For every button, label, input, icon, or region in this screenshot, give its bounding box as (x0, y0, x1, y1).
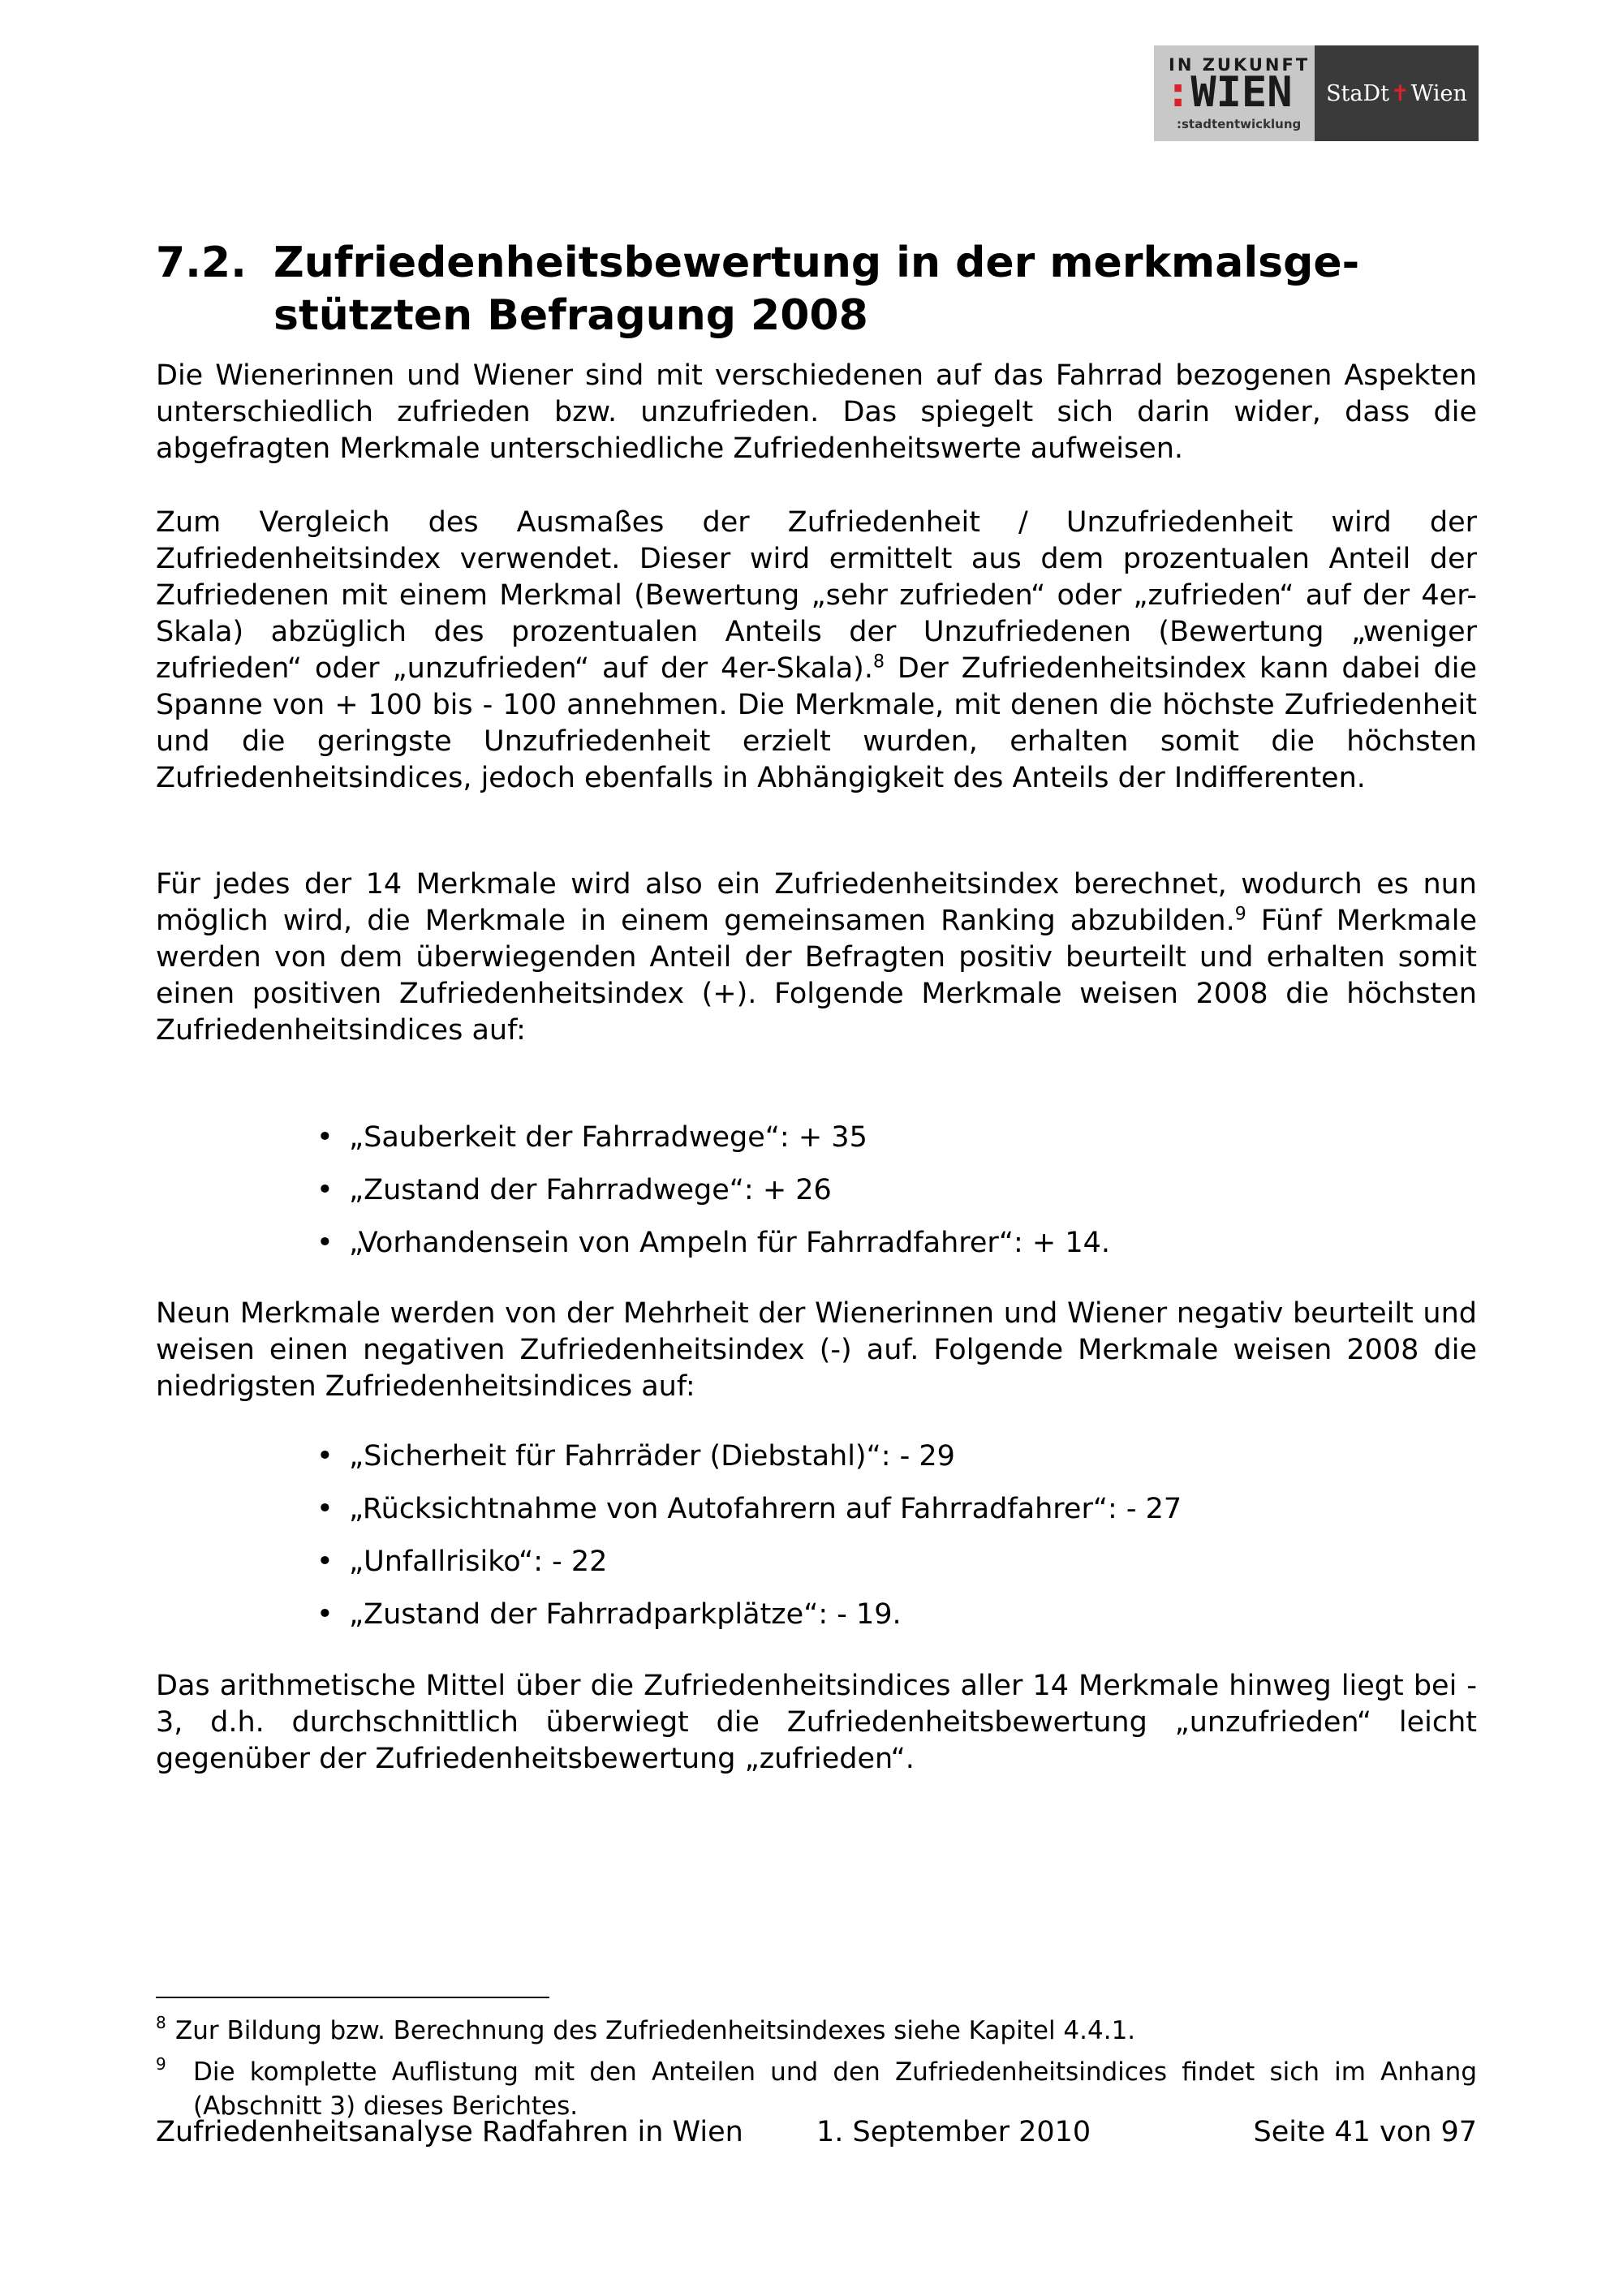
section-title: Zufriedenheitsbewertung in der merkmalsgestützten Befragung 2008 (273, 239, 1360, 340)
list-item: • „Vorhandensein von Ampeln für Fahrradfahrer“: + 14. (316, 1225, 1453, 1278)
in-zukunft-wien-logo (1154, 45, 1315, 141)
negative-list (316, 1438, 1453, 1649)
logo-colon: : (1165, 68, 1191, 117)
paragraph-text: Zum Vergleich des Ausmaßes der Zufriedenheit / Unzufriedenheit wird der Zufriedenheitsindex verwendet. Dieser wird ermittelt aus dem prozentualen Anteil der Zufriedenen mit einem Merkmal (Bewertung „sehr zufrieden“ oder „zufrieden“ auf der 4er-Skala) abzüglich des prozentualen Anteils der Unzufriedenen (Bewertung „weniger zufrieden“ oder „unzufrieden“ auf der 4er-Skala). (156, 506, 1477, 685)
list-item: • „Zustand der Fahrradparkplätze“: - 19. (316, 1597, 1453, 1649)
cross-icon: ✝ (1391, 80, 1410, 106)
list-item: • „Sauberkeit der Fahrradwege“: + 35 (316, 1120, 1453, 1172)
paragraph-text: Für jedes der 14 Merkmale wird also ein Zufriedenheitsindex berechnet, wodurch es nun möglich wird, die Merkmale in einem gemeinsamen Ranking abzubilden. (156, 868, 1477, 937)
stadt-wien-logo (1315, 45, 1479, 141)
list-item: • „Sicherheit für Fahrräder (Diebstahl)“: - 29 (316, 1438, 1453, 1491)
paragraph-ranking (156, 866, 1477, 1049)
positive-list (316, 1120, 1453, 1278)
footnote-ref[interactable]: 8 (872, 651, 885, 673)
footnote-divider (156, 1997, 549, 1998)
paragraph-negative: Neun Merkmale werden von der Mehrheit der Wienerinnen und Wiener negativ beurteilt und weisen einen negativen Zufriedenheitsindex (-) auf. Folgende Merkmale weisen 2008 die niedrigsten Zufriedenheitsindices auf: (156, 1297, 1477, 1403)
page-footer (156, 2114, 1477, 2151)
brand-right: Wien (1410, 80, 1467, 106)
footer-page-number: Seite 41 von 97 (1253, 2116, 1477, 2148)
footnote-mark: 8 (156, 2013, 166, 2032)
footnote-mark: 9 (156, 2054, 166, 2074)
logo-line-main (1165, 70, 1293, 115)
paragraph-text: Der Zufriedenheitsindex kann dabei die Spanne von + 100 bis - 100 annehmen. Die Merkmale, mit denen die höchste Zufriedenheit und die geringste Unzufriedenheit erzielt wurden, erhalten somit die höchsten Zufriedenheitsindices, jedoch ebenfalls in Abhängigkeit des Anteils der Indifferenten. (156, 652, 1477, 794)
logo-line-top: IN ZUKUNFT (1169, 55, 1311, 75)
footnote-text: Zur Bildung bzw. Berechnung des Zufriedenheitsindexes siehe Kapitel 4.4.1. (175, 2016, 1136, 2045)
footnote-text: Die komplette Auflistung mit den Anteilen und den Zufriedenheitsindices findet sich im Anhang (Abschnitt 3) dieses Berichtes. (193, 2057, 1477, 2121)
list-item: • „Rücksichtnahme von Autofahrern auf Fahrradfahrer“: - 27 (316, 1491, 1453, 1544)
footnote-ref[interactable]: 9 (1234, 904, 1246, 925)
footer-document-title: Zufriedenheitsanalyse Radfahren in Wien (156, 2116, 743, 2148)
footer-date: 1. September 2010 (816, 2116, 1091, 2148)
paragraph-intro: Die Wienerinnen und Wiener sind mit verschiedenen auf das Fahrrad bezogenen Aspekten unterschiedlich zufrieden bzw. unzufrieden. Das spiegelt sich darin wider, dass die abgefragten Merkmale unterschiedliche Zufriedenheitswerte aufweisen. (156, 359, 1477, 465)
paragraph-mean: Das arithmetische Mittel über die Zufriedenheitsindices aller 14 Merkmale hinweg liegt bei - 3, d.h. durchschnittlich überwiegt die Zufriedenheitsbewertung „unzufrieden“ leicht gegenüber der Zufriedenheitsbewertung „zufrieden“. (156, 1670, 1477, 1775)
paragraph-index-definition (156, 505, 1477, 797)
header-logo (1154, 45, 1479, 141)
section-number: 7.2. (156, 239, 247, 287)
logo-line-sub: :stadtentwicklung (1177, 117, 1302, 131)
list-item: • „Unfallrisiko“: - 22 (316, 1544, 1453, 1597)
list-item: • „Zustand der Fahrradwege“: + 26 (316, 1172, 1453, 1225)
paragraph-text: Fünf Merkmale werden von dem überwiegenden Anteil der Befragten positiv beurteilt und erhalten somit einen positiven Zufriedenheitsindex (+). Folgende Merkmale weisen 2008 die höchsten Zufriedenheitsindices auf: (156, 905, 1477, 1047)
brand-left: StaDt (1326, 80, 1390, 106)
logo-wien-text: WIEN (1190, 68, 1293, 117)
